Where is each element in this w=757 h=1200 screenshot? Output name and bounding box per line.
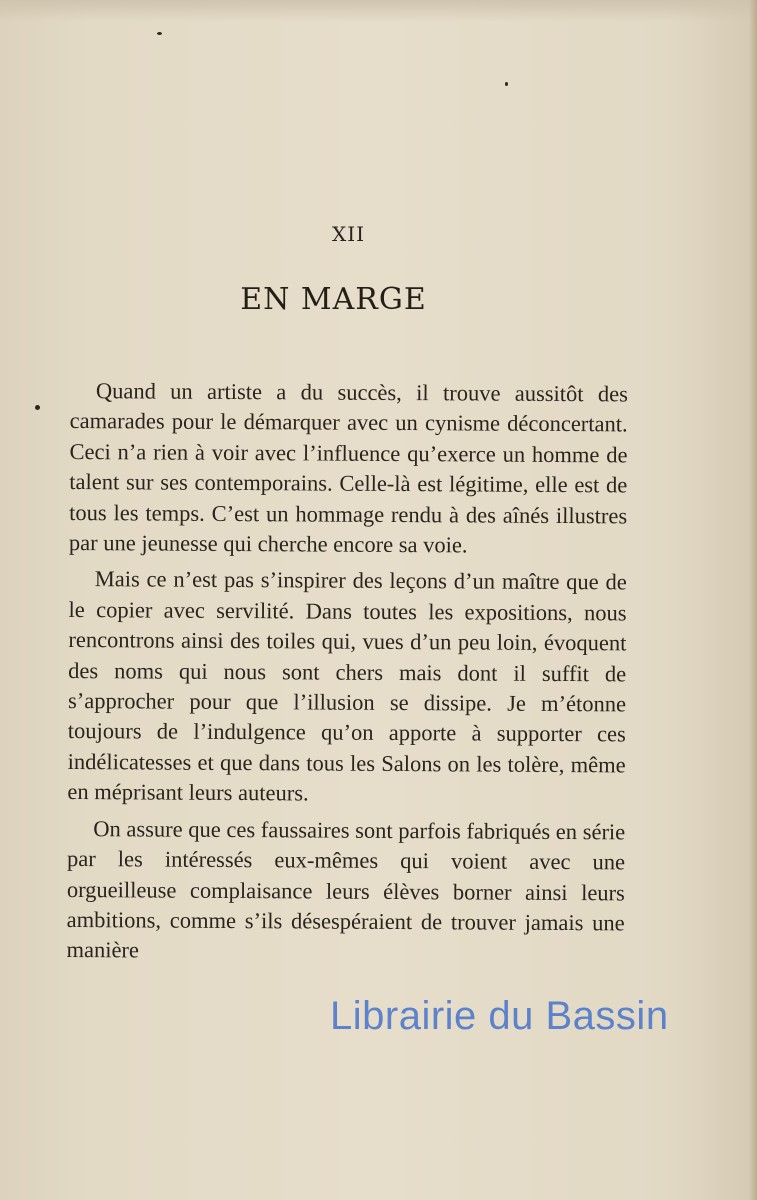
paragraph-2: Mais ce n’est pas s’inspirer des leçons d’un maître que de le copier avec servilité. Dans toutes les expositions, nous rencontrons ainsi des toiles qui, vues d’un peu loin, évoquent des noms qui nous sont chers mais dont il suffit de s’approcher pour que l’illusion se dissipe. Je m’étonne toujours de l’indulgence qu’on apporte à supporter ces indélicatesses et que dans tous les Salons on les tolère, même en méprisant leurs auteurs. [67, 566, 627, 806]
ink-speck [157, 32, 162, 35]
chapter-title: EN MARGE [240, 282, 427, 317]
seller-watermark: Librairie du Bassin [330, 994, 669, 1038]
paragraph-1: Quand un artiste a du succès, il trouve aussitôt des camarades pour le démarquer avec un cynisme déconcertant. Ceci n’a rien à voir avec l’influence qu’exerce un homme de talent sur ses contemporains. Celle-là est légitime, elle est de tous les temps. C’est un hommage rendu à des aînés illustres par une jeunesse qui cherche encore sa voie. [68, 378, 628, 558]
chapter-body [66, 376, 628, 975]
ink-speck [505, 82, 508, 86]
chapter-number: XII [331, 222, 366, 246]
paragraph-3: On assure que ces faussaires sont parfois fabriqués en série par les intéressés eux-mêmes qui voient avec une orgueilleuse complaisance leurs élèves borner ainsi leurs ambitions, comme s’ils désespéraient de trouver jamais une manière [66, 815, 626, 963]
page-right-edge [749, 0, 757, 1200]
ink-speck [35, 405, 40, 410]
page-top-shadow [0, 0, 757, 22]
